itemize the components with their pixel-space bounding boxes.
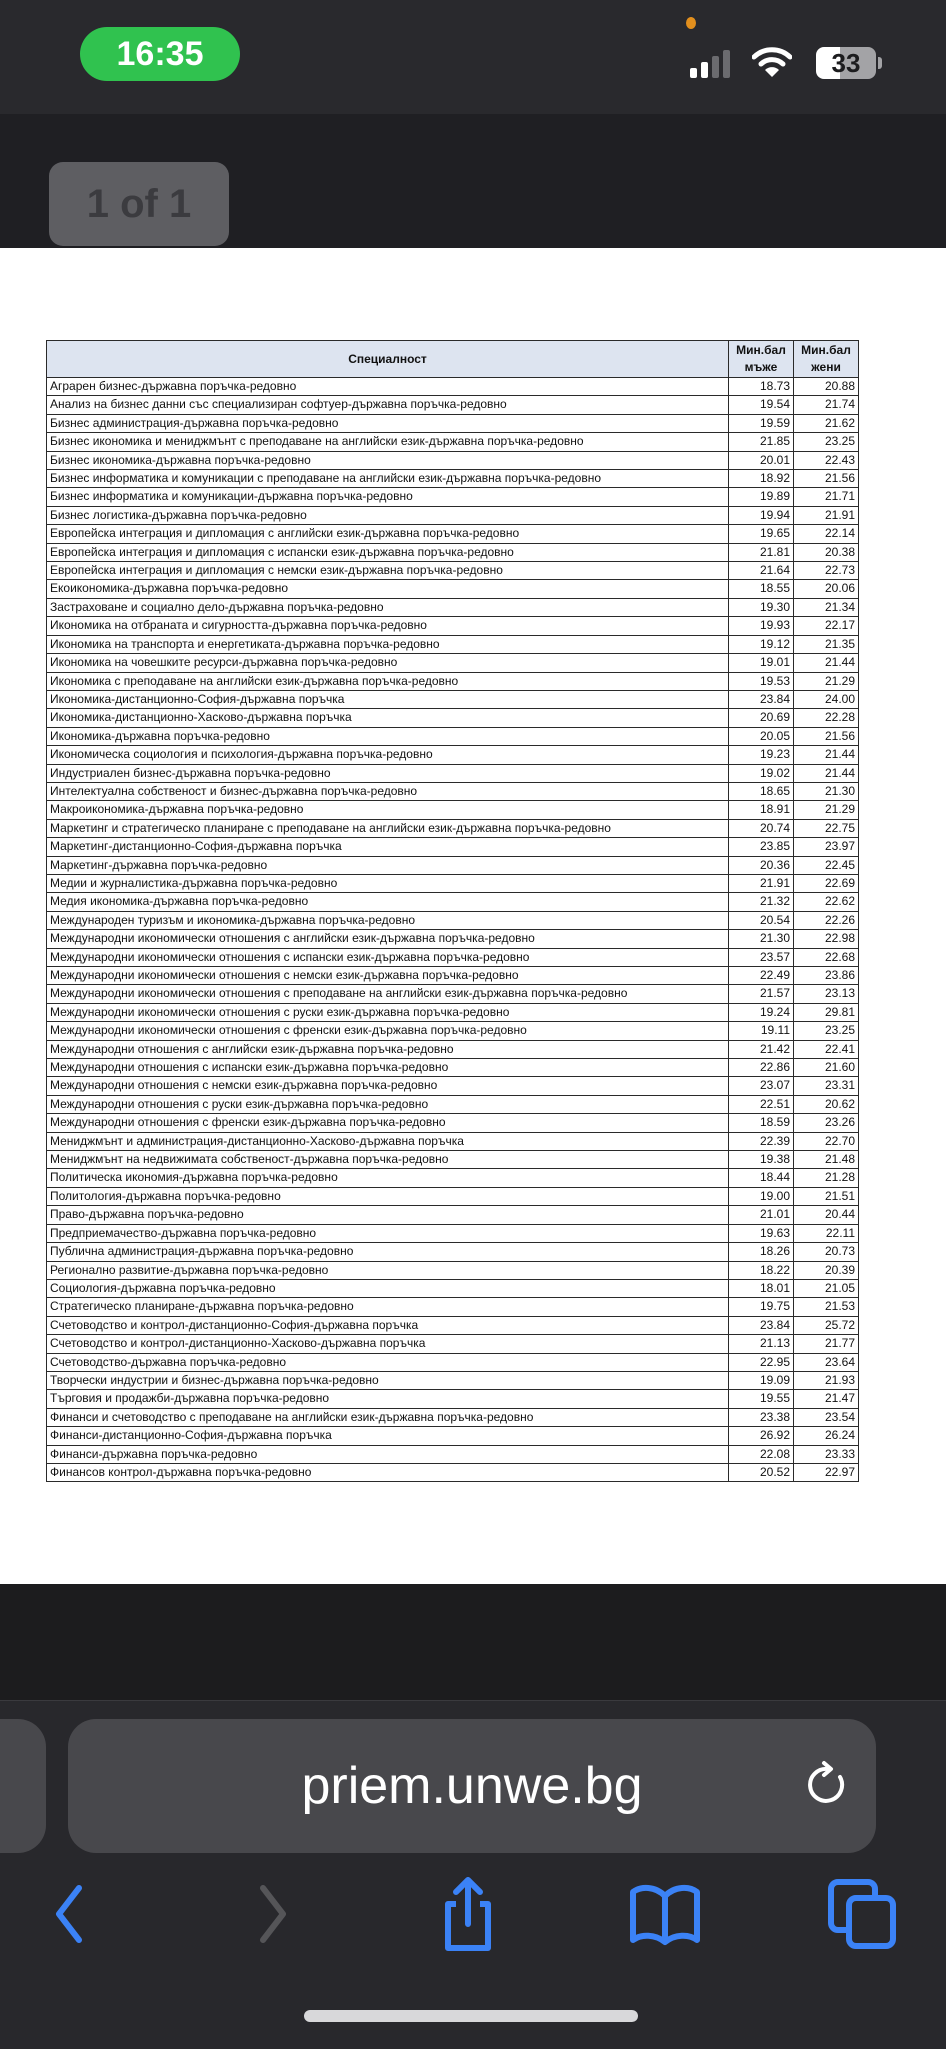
female-score-cell: 23.86 [794, 967, 859, 985]
table-row [47, 709, 859, 727]
specialty-cell: Бизнес икономика-държавна поръчка-редовно [47, 451, 729, 469]
specialty-cell: Маркетинг-дистанционно-София-държавна поръчка [47, 838, 729, 856]
table-row [47, 1132, 859, 1150]
female-score-cell: 21.71 [794, 488, 859, 506]
female-score-cell: 22.73 [794, 562, 859, 580]
male-score-cell: 21.57 [729, 985, 794, 1003]
table-row [47, 967, 859, 985]
table-row [47, 1206, 859, 1224]
table-row [47, 746, 859, 764]
male-score-cell: 20.52 [729, 1463, 794, 1481]
female-score-cell: 21.35 [794, 635, 859, 653]
specialty-cell: Търговия и продажби-държавна поръчка-редовно [47, 1390, 729, 1408]
table-row [47, 433, 859, 451]
male-score-cell: 21.64 [729, 562, 794, 580]
table-row [47, 470, 859, 488]
male-score-cell: 19.01 [729, 654, 794, 672]
table-row [47, 1114, 859, 1132]
female-score-cell: 22.69 [794, 874, 859, 892]
specialty-cell: Икономика-дистанционно-София-държавна поръчка [47, 690, 729, 708]
table-row [47, 414, 859, 432]
table-row [47, 1243, 859, 1261]
female-score-cell: 22.17 [794, 617, 859, 635]
table-row [47, 1371, 859, 1389]
female-score-cell: 22.43 [794, 451, 859, 469]
male-score-cell: 23.38 [729, 1408, 794, 1426]
specialty-cell: Екоикономика-държавна поръчка-редовно [47, 580, 729, 598]
male-score-cell: 21.01 [729, 1206, 794, 1224]
male-score-cell: 20.01 [729, 451, 794, 469]
table-row [47, 1040, 859, 1058]
male-score-cell: 22.95 [729, 1353, 794, 1371]
table-row [47, 1003, 859, 1021]
female-score-cell: 21.44 [794, 746, 859, 764]
table-row [47, 617, 859, 635]
female-score-cell: 21.29 [794, 672, 859, 690]
female-score-cell: 20.44 [794, 1206, 859, 1224]
specialty-cell: Счетоводство-държавна поръчка-редовно [47, 1353, 729, 1371]
male-score-cell: 19.63 [729, 1224, 794, 1242]
female-score-cell: 21.44 [794, 654, 859, 672]
bookmarks-button[interactable] [620, 1869, 710, 1959]
table-row [47, 1169, 859, 1187]
female-score-cell: 21.48 [794, 1151, 859, 1169]
female-score-cell: 22.26 [794, 911, 859, 929]
table-row [47, 690, 859, 708]
male-score-cell: 21.13 [729, 1335, 794, 1353]
specialty-cell: Европейска интеграция и дипломация с немски език-държавна поръчка-редовно [47, 562, 729, 580]
table-row [47, 396, 859, 414]
female-score-cell: 29.81 [794, 1003, 859, 1021]
table-row [47, 893, 859, 911]
specialty-cell: Икономика-дистанционно-Хасково-държавна поръчка [47, 709, 729, 727]
specialty-cell: Мениджмънт и администрация-дистанционно-Хасково-държавна поръчка [47, 1132, 729, 1150]
book-icon [627, 1882, 703, 1946]
male-score-cell: 20.74 [729, 819, 794, 837]
specialty-cell: Икономическа социология и психология-държавна поръчка-редовно [47, 746, 729, 764]
specialty-cell: Икономика на отбраната и сигурността-държавна поръчка-редовно [47, 617, 729, 635]
male-score-cell: 23.84 [729, 1316, 794, 1334]
table-row [47, 930, 859, 948]
female-score-cell: 22.97 [794, 1463, 859, 1481]
table-row [47, 1261, 859, 1279]
male-score-cell: 21.30 [729, 930, 794, 948]
specialty-cell: Индустриален бизнес-държавна поръчка-редовно [47, 764, 729, 782]
female-score-cell: 21.34 [794, 598, 859, 616]
battery-icon: 33 [816, 47, 876, 79]
specialty-cell: Застраховане и социално дело-държавна поръчка-редовно [47, 598, 729, 616]
male-score-cell: 19.75 [729, 1298, 794, 1316]
male-score-cell: 23.85 [729, 838, 794, 856]
table-row [47, 506, 859, 524]
results-table [46, 340, 859, 1482]
table-row [47, 1427, 859, 1445]
female-score-cell: 26.24 [794, 1427, 859, 1445]
female-score-cell: 23.13 [794, 985, 859, 1003]
male-score-cell: 21.42 [729, 1040, 794, 1058]
table-row [47, 1353, 859, 1371]
female-score-cell: 21.62 [794, 414, 859, 432]
female-score-cell: 22.28 [794, 709, 859, 727]
male-score-cell: 21.32 [729, 893, 794, 911]
male-score-cell: 18.59 [729, 1114, 794, 1132]
female-score-cell: 21.29 [794, 801, 859, 819]
male-score-cell: 20.05 [729, 727, 794, 745]
page-indicator: 1 of 1 [49, 162, 229, 246]
table-row [47, 856, 859, 874]
specialty-cell: Анализ на бизнес данни със специализиран софтуер-държавна поръчка-редовно [47, 396, 729, 414]
male-score-cell: 18.26 [729, 1243, 794, 1261]
male-score-cell: 19.23 [729, 746, 794, 764]
table-row [47, 1059, 859, 1077]
table-body [47, 378, 859, 1482]
female-score-cell: 21.30 [794, 782, 859, 800]
tabs-icon [827, 1878, 899, 1950]
male-score-cell: 22.86 [729, 1059, 794, 1077]
specialty-cell: Бизнес информатика и комуникации с преподаване на английски език-държавна поръчка-редовно [47, 470, 729, 488]
male-score-cell: 26.92 [729, 1427, 794, 1445]
specialty-cell: Медии и журналистика-държавна поръчка-редовно [47, 874, 729, 892]
table-row [47, 525, 859, 543]
male-score-cell: 19.12 [729, 635, 794, 653]
male-score-cell: 19.65 [729, 525, 794, 543]
address-bar[interactable] [68, 1719, 876, 1853]
table-row [47, 985, 859, 1003]
female-score-cell: 21.53 [794, 1298, 859, 1316]
table-row [47, 1022, 859, 1040]
female-score-cell: 20.73 [794, 1243, 859, 1261]
female-score-cell: 23.97 [794, 838, 859, 856]
female-score-cell: 21.77 [794, 1335, 859, 1353]
specialty-cell: Бизнес администрация-държавна поръчка-редовно [47, 414, 729, 432]
specialty-cell: Икономика с преподаване на английски език-държавна поръчка-редовно [47, 672, 729, 690]
male-score-cell: 22.39 [729, 1132, 794, 1150]
specialty-cell: Международни отношения с френски език-държавна поръчка-редовно [47, 1114, 729, 1132]
table-row [47, 378, 859, 396]
page-background [0, 1584, 946, 1700]
table-row [47, 838, 859, 856]
header-female-min-score: Мин.бал жени [794, 341, 859, 378]
male-score-cell: 18.22 [729, 1261, 794, 1279]
female-score-cell: 22.98 [794, 930, 859, 948]
female-score-cell: 21.74 [794, 396, 859, 414]
male-score-cell: 18.73 [729, 378, 794, 396]
header-specialty: Специалност [47, 341, 729, 378]
female-score-cell: 21.56 [794, 727, 859, 745]
specialty-cell: Право-държавна поръчка-редовно [47, 1206, 729, 1224]
specialty-cell: Европейска интеграция и дипломация с испански език-държавна поръчка-редовно [47, 543, 729, 561]
male-score-cell: 19.89 [729, 488, 794, 506]
female-score-cell: 20.06 [794, 580, 859, 598]
specialty-cell: Предприемачество-държавна поръчка-редовно [47, 1224, 729, 1242]
specialty-cell: Аграрен бизнес-държавна поръчка-редовно [47, 378, 729, 396]
female-score-cell: 21.56 [794, 470, 859, 488]
male-score-cell: 20.36 [729, 856, 794, 874]
table-row [47, 727, 859, 745]
cellular-signal-icon [690, 48, 730, 78]
table-row [47, 782, 859, 800]
home-indicator[interactable] [304, 2010, 638, 2022]
table-row [47, 1279, 859, 1297]
table-row [47, 948, 859, 966]
specialty-cell: Международни отношения с немски език-държавна поръчка-редовно [47, 1077, 729, 1095]
specialty-cell: Финанси-държавна поръчка-редовно [47, 1445, 729, 1463]
female-score-cell: 24.00 [794, 690, 859, 708]
specialty-cell: Стратегическо планиране-държавна поръчка-редовно [47, 1298, 729, 1316]
female-score-cell: 20.39 [794, 1261, 859, 1279]
female-score-cell: 20.88 [794, 378, 859, 396]
specialty-cell: Социология-държавна поръчка-редовно [47, 1279, 729, 1297]
specialty-cell: Международни икономически отношения с френски език-държавна поръчка-редовно [47, 1022, 729, 1040]
male-score-cell: 19.94 [729, 506, 794, 524]
specialty-cell: Регионално развитие-държавна поръчка-редовно [47, 1261, 729, 1279]
male-score-cell: 21.81 [729, 543, 794, 561]
male-score-cell: 19.38 [729, 1151, 794, 1169]
female-score-cell: 22.11 [794, 1224, 859, 1242]
specialty-cell: Международни икономически отношения с преподаване на английски език-държавна поръчка-редовно [47, 985, 729, 1003]
table-row [47, 672, 859, 690]
specialty-cell: Финансов контрол-държавна поръчка-редовно [47, 1463, 729, 1481]
specialty-cell: Медия икономика-държавна поръчка-редовно [47, 893, 729, 911]
table-row [47, 1316, 859, 1334]
female-score-cell: 21.51 [794, 1187, 859, 1205]
specialty-cell: Финанси-дистанционно-София-държавна поръчка [47, 1427, 729, 1445]
table-row [47, 543, 859, 561]
female-score-cell: 21.91 [794, 506, 859, 524]
male-score-cell: 23.57 [729, 948, 794, 966]
male-score-cell: 18.01 [729, 1279, 794, 1297]
specialty-cell: Бизнес логистика-държавна поръчка-редовно [47, 506, 729, 524]
specialty-cell: Счетоводство и контрол-дистанционно-София-държавна поръчка [47, 1316, 729, 1334]
specialty-cell: Финанси и счетоводство с преподаване на английски език-държавна поръчка-редовно [47, 1408, 729, 1426]
specialty-cell: Политология-държавна поръчка-редовно [47, 1187, 729, 1205]
table-row [47, 654, 859, 672]
female-score-cell: 22.68 [794, 948, 859, 966]
previous-tab-peek[interactable] [0, 1719, 46, 1853]
specialty-cell: Международни отношения с руски език-държавна поръчка-редовно [47, 1095, 729, 1113]
table-row [47, 1463, 859, 1481]
battery-cap [878, 57, 882, 69]
table-row [47, 1390, 859, 1408]
specialty-cell: Публична администрация-държавна поръчка-редовно [47, 1243, 729, 1261]
table-header-row [47, 341, 859, 378]
table-row [47, 1298, 859, 1316]
female-score-cell: 21.93 [794, 1371, 859, 1389]
female-score-cell: 20.62 [794, 1095, 859, 1113]
male-score-cell: 19.93 [729, 617, 794, 635]
female-score-cell: 23.31 [794, 1077, 859, 1095]
male-score-cell: 22.49 [729, 967, 794, 985]
female-score-cell: 23.26 [794, 1114, 859, 1132]
url-text[interactable]: priem.unwe.bg [301, 1757, 643, 1815]
female-score-cell: 22.75 [794, 819, 859, 837]
specialty-cell: Международни икономически отношения с немски език-държавна поръчка-редовно [47, 967, 729, 985]
pdf-page [0, 248, 946, 1584]
male-score-cell: 19.00 [729, 1187, 794, 1205]
specialty-cell: Политическа икономия-държавна поръчка-редовно [47, 1169, 729, 1187]
table-row [47, 911, 859, 929]
male-score-cell: 22.51 [729, 1095, 794, 1113]
female-score-cell: 21.28 [794, 1169, 859, 1187]
specialty-cell: Счетоводство и контрол-дистанционно-Хасково-държавна поръчка [47, 1335, 729, 1353]
back-button[interactable] [24, 1869, 114, 1959]
reload-icon[interactable] [800, 1757, 856, 1813]
male-score-cell: 19.11 [729, 1022, 794, 1040]
table-row [47, 1408, 859, 1426]
chevron-right-icon [253, 1882, 293, 1946]
female-score-cell: 23.33 [794, 1445, 859, 1463]
specialty-cell: Икономика на човешките ресурси-държавна поръчка-редовно [47, 654, 729, 672]
male-score-cell: 19.59 [729, 414, 794, 432]
status-time: 16:35 [80, 27, 240, 81]
specialty-cell: Международни икономически отношения с английски език-държавна поръчка-редовно [47, 930, 729, 948]
male-score-cell: 21.85 [729, 433, 794, 451]
male-score-cell: 20.69 [729, 709, 794, 727]
male-score-cell: 19.09 [729, 1371, 794, 1389]
male-score-cell: 21.91 [729, 874, 794, 892]
female-score-cell: 21.05 [794, 1279, 859, 1297]
female-score-cell: 22.62 [794, 893, 859, 911]
male-score-cell: 19.30 [729, 598, 794, 616]
table-row [47, 598, 859, 616]
male-score-cell: 18.91 [729, 801, 794, 819]
table-row [47, 451, 859, 469]
male-score-cell: 18.92 [729, 470, 794, 488]
table-row [47, 1224, 859, 1242]
table-row [47, 1077, 859, 1095]
table-row [47, 635, 859, 653]
header-male-min-score: Мин.бал мъже [729, 341, 794, 378]
male-score-cell: 20.54 [729, 911, 794, 929]
male-score-cell: 19.53 [729, 672, 794, 690]
male-score-cell: 18.44 [729, 1169, 794, 1187]
specialty-cell: Европейска интеграция и дипломация с английски език-държавна поръчка-редовно [47, 525, 729, 543]
tabs-button[interactable] [818, 1869, 908, 1959]
male-score-cell: 19.54 [729, 396, 794, 414]
specialty-cell: Международни отношения с испански език-държавна поръчка-редовно [47, 1059, 729, 1077]
specialty-cell: Икономика-държавна поръчка-редовно [47, 727, 729, 745]
male-score-cell: 23.07 [729, 1077, 794, 1095]
specialty-cell: Бизнес икономика и мениджмънт с преподаване на английски език-държавна поръчка-редовно [47, 433, 729, 451]
forward-button[interactable] [228, 1869, 318, 1959]
table-row [47, 562, 859, 580]
female-score-cell: 22.41 [794, 1040, 859, 1058]
male-score-cell: 18.65 [729, 782, 794, 800]
female-score-cell: 21.60 [794, 1059, 859, 1077]
male-score-cell: 18.55 [729, 580, 794, 598]
female-score-cell: 21.47 [794, 1390, 859, 1408]
chevron-left-icon [49, 1882, 89, 1946]
female-score-cell: 23.64 [794, 1353, 859, 1371]
male-score-cell: 19.24 [729, 1003, 794, 1021]
specialty-cell: Маркетинг-държавна поръчка-редовно [47, 856, 729, 874]
specialty-cell: Интелектуална собственост и бизнес-държавна поръчка-редовно [47, 782, 729, 800]
female-score-cell: 21.44 [794, 764, 859, 782]
female-score-cell: 23.54 [794, 1408, 859, 1426]
table-row [47, 1187, 859, 1205]
female-score-cell: 20.38 [794, 543, 859, 561]
wifi-icon [752, 45, 792, 79]
table-row [47, 819, 859, 837]
table-row [47, 488, 859, 506]
female-score-cell: 22.14 [794, 525, 859, 543]
male-score-cell: 22.08 [729, 1445, 794, 1463]
privacy-indicator-dot [686, 17, 696, 29]
specialty-cell: Международни икономически отношения с руски език-държавна поръчка-редовно [47, 1003, 729, 1021]
female-score-cell: 23.25 [794, 433, 859, 451]
female-score-cell: 23.25 [794, 1022, 859, 1040]
specialty-cell: Творчески индустрии и бизнес-държавна поръчка-редовно [47, 1371, 729, 1389]
share-button[interactable] [423, 1869, 513, 1959]
table-row [47, 1151, 859, 1169]
table-row [47, 580, 859, 598]
specialty-cell: Маркетинг и стратегическо планиране с преподаване на английски език-държавна поръчка-редовно [47, 819, 729, 837]
male-score-cell: 19.55 [729, 1390, 794, 1408]
specialty-cell: Макроикономика-държавна поръчка-редовно [47, 801, 729, 819]
table-row [47, 801, 859, 819]
browser-toolbar [0, 1700, 946, 2049]
male-score-cell: 19.02 [729, 764, 794, 782]
table-row [47, 1445, 859, 1463]
status-bar [0, 0, 946, 114]
specialty-cell: Международни икономически отношения с испански език-държавна поръчка-редовно [47, 948, 729, 966]
share-icon [436, 1874, 500, 1954]
specialty-cell: Международен туризъм и икономика-държавна поръчка-редовно [47, 911, 729, 929]
male-score-cell: 23.84 [729, 690, 794, 708]
table-row [47, 1335, 859, 1353]
table-row [47, 874, 859, 892]
specialty-cell: Бизнес информатика и комуникации-държавна поръчка-редовно [47, 488, 729, 506]
specialty-cell: Икономика на транспорта и енергетиката-държавна поръчка-редовно [47, 635, 729, 653]
female-score-cell: 22.70 [794, 1132, 859, 1150]
specialty-cell: Мениджмънт на недвижимата собственост-държавна поръчка-редовно [47, 1151, 729, 1169]
female-score-cell: 25.72 [794, 1316, 859, 1334]
table-row [47, 764, 859, 782]
table-row [47, 1095, 859, 1113]
female-score-cell: 22.45 [794, 856, 859, 874]
specialty-cell: Международни отношения с английски език-държавна поръчка-редовно [47, 1040, 729, 1058]
